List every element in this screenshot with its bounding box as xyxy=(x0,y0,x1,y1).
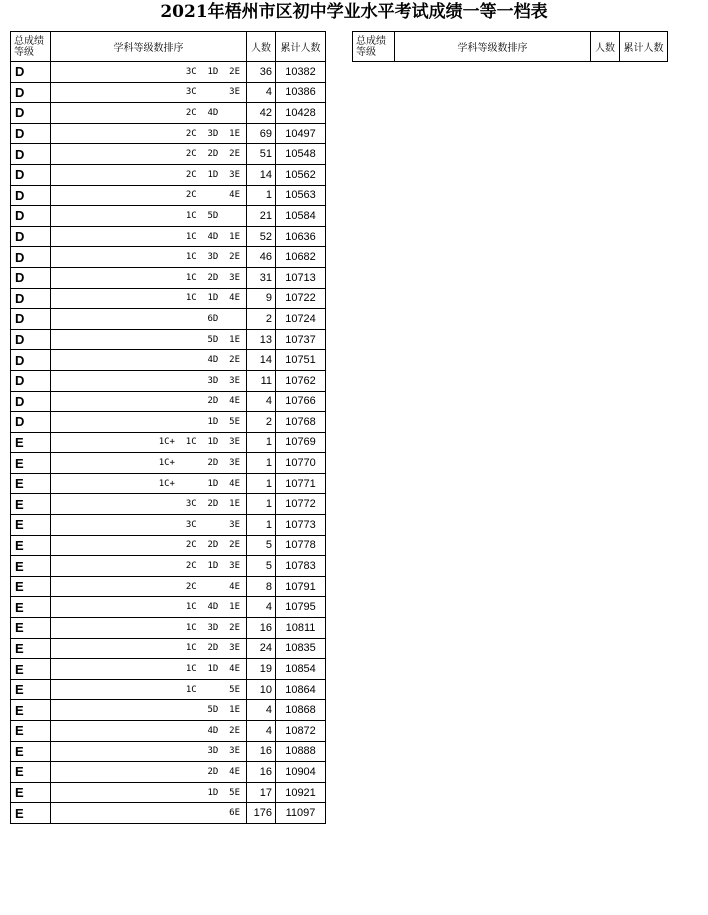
cumulative-cell: 10563 xyxy=(276,185,326,206)
subject-sequence-cell: 3C 3E xyxy=(51,515,247,536)
subject-sequence-cell: 2C 2D 2E xyxy=(51,535,247,556)
grade-cell: D xyxy=(11,185,51,206)
grade-cell: E xyxy=(11,535,51,556)
grade-cell: E xyxy=(11,556,51,577)
subject-sequence-cell: 1C 3D 2E xyxy=(51,618,247,639)
cumulative-cell: 10724 xyxy=(276,309,326,330)
grade-cell: E xyxy=(11,618,51,639)
grade-cell: D xyxy=(11,123,51,144)
subject-sequence-cell: 4D 2E xyxy=(51,721,247,742)
count-cell: 2 xyxy=(247,309,276,330)
count-cell: 1 xyxy=(247,494,276,515)
table-row xyxy=(11,618,326,639)
count-cell: 1 xyxy=(247,185,276,206)
table-row xyxy=(11,494,326,515)
count-cell: 51 xyxy=(247,144,276,165)
count-cell: 10 xyxy=(247,679,276,700)
count-cell: 16 xyxy=(247,618,276,639)
table-row xyxy=(11,741,326,762)
grade-table-left xyxy=(10,31,326,824)
subject-sequence-cell: 3D 3E xyxy=(51,741,247,762)
cumulative-cell: 10386 xyxy=(276,82,326,103)
cumulative-cell: 10770 xyxy=(276,453,326,474)
cumulative-cell: 10636 xyxy=(276,226,326,247)
header-subject-sequence: 学科等级数排序 xyxy=(395,32,591,62)
table-row xyxy=(11,803,326,824)
count-cell: 31 xyxy=(247,267,276,288)
grade-cell: E xyxy=(11,782,51,803)
cumulative-cell: 10791 xyxy=(276,576,326,597)
grade-cell: D xyxy=(11,370,51,391)
subject-sequence-cell: 3D 3E xyxy=(51,370,247,391)
cumulative-cell: 10904 xyxy=(276,762,326,783)
grade-table-right xyxy=(352,31,668,62)
count-cell: 11 xyxy=(247,370,276,391)
grade-cell: D xyxy=(11,288,51,309)
header-total-grade: 总成绩 等级 xyxy=(11,32,51,62)
grade-cell: D xyxy=(11,247,51,268)
header-count: 人数 xyxy=(591,32,620,62)
table-row xyxy=(11,103,326,124)
count-cell: 5 xyxy=(247,556,276,577)
grade-cell: D xyxy=(11,350,51,371)
count-cell: 19 xyxy=(247,659,276,680)
table-row xyxy=(11,185,326,206)
cumulative-cell: 10428 xyxy=(276,103,326,124)
table-row xyxy=(11,700,326,721)
subject-sequence-cell: 2C 4E xyxy=(51,185,247,206)
count-cell: 4 xyxy=(247,700,276,721)
table-row xyxy=(11,288,326,309)
cumulative-cell: 10722 xyxy=(276,288,326,309)
grade-cell: D xyxy=(11,412,51,433)
grade-cell: E xyxy=(11,700,51,721)
table-row xyxy=(11,576,326,597)
table-row xyxy=(11,515,326,536)
count-cell: 16 xyxy=(247,762,276,783)
subject-sequence-cell: 1C+ 2D 3E xyxy=(51,453,247,474)
cumulative-cell: 10773 xyxy=(276,515,326,536)
cumulative-cell: 10888 xyxy=(276,741,326,762)
table-row xyxy=(11,721,326,742)
subject-sequence-cell: 6D xyxy=(51,309,247,330)
count-cell: 24 xyxy=(247,638,276,659)
count-cell: 4 xyxy=(247,391,276,412)
grade-cell: D xyxy=(11,206,51,227)
count-cell: 14 xyxy=(247,350,276,371)
subject-sequence-cell: 2C 1D 3E xyxy=(51,164,247,185)
table-row xyxy=(11,226,326,247)
table-row xyxy=(11,679,326,700)
count-cell: 1 xyxy=(247,432,276,453)
cumulative-cell: 10864 xyxy=(276,679,326,700)
table-row xyxy=(11,391,326,412)
grade-cell: E xyxy=(11,473,51,494)
count-cell: 69 xyxy=(247,123,276,144)
subject-sequence-cell: 1C 2D 3E xyxy=(51,638,247,659)
grade-cell: E xyxy=(11,597,51,618)
cumulative-cell: 10772 xyxy=(276,494,326,515)
count-cell: 46 xyxy=(247,247,276,268)
grade-cell: E xyxy=(11,494,51,515)
table-row xyxy=(11,309,326,330)
header-cumulative: 累计人数 xyxy=(620,32,668,62)
table-row xyxy=(11,82,326,103)
subject-sequence-cell: 2D 4E xyxy=(51,762,247,783)
subject-sequence-cell: 1D 5E xyxy=(51,412,247,433)
grade-cell: D xyxy=(11,309,51,330)
cumulative-cell: 10562 xyxy=(276,164,326,185)
table-row xyxy=(11,597,326,618)
cumulative-cell: 10497 xyxy=(276,123,326,144)
count-cell: 21 xyxy=(247,206,276,227)
subject-sequence-cell: 3C 1D 2E xyxy=(51,62,247,83)
subject-sequence-cell: 1C 1D 4E xyxy=(51,288,247,309)
grade-cell: D xyxy=(11,103,51,124)
grade-cell: E xyxy=(11,638,51,659)
count-cell: 1 xyxy=(247,453,276,474)
table-row xyxy=(11,762,326,783)
grade-cell: E xyxy=(11,741,51,762)
grade-cell: D xyxy=(11,329,51,350)
table-row xyxy=(11,782,326,803)
count-cell: 8 xyxy=(247,576,276,597)
subject-sequence-cell: 1C 3D 2E xyxy=(51,247,247,268)
count-cell: 5 xyxy=(247,535,276,556)
cumulative-cell: 10771 xyxy=(276,473,326,494)
page-title: 2021年梧州市区初中学业水平考试成绩一等一档表 xyxy=(160,2,548,22)
count-cell: 9 xyxy=(247,288,276,309)
grade-cell: E xyxy=(11,576,51,597)
header-cumulative: 累计人数 xyxy=(276,32,326,62)
subject-sequence-cell: 2C 1D 3E xyxy=(51,556,247,577)
count-cell: 17 xyxy=(247,782,276,803)
subject-sequence-cell: 1C 1D 4E xyxy=(51,659,247,680)
table-header-row xyxy=(353,32,668,62)
cumulative-cell: 10778 xyxy=(276,535,326,556)
header-total-grade: 总成绩 等级 xyxy=(353,32,395,62)
subject-sequence-cell: 3C 3E xyxy=(51,82,247,103)
cumulative-cell: 10811 xyxy=(276,618,326,639)
subject-sequence-cell: 1C 5D xyxy=(51,206,247,227)
table-row xyxy=(11,164,326,185)
subject-sequence-cell: 2C 3D 1E xyxy=(51,123,247,144)
table-row xyxy=(11,473,326,494)
grade-cell: E xyxy=(11,453,51,474)
grade-cell: E xyxy=(11,432,51,453)
count-cell: 4 xyxy=(247,597,276,618)
grade-cell: D xyxy=(11,226,51,247)
count-cell: 13 xyxy=(247,329,276,350)
cumulative-cell: 10713 xyxy=(276,267,326,288)
cumulative-cell: 10768 xyxy=(276,412,326,433)
cumulative-cell: 10795 xyxy=(276,597,326,618)
subject-sequence-cell: 5D 1E xyxy=(51,329,247,350)
count-cell: 14 xyxy=(247,164,276,185)
table-row xyxy=(11,329,326,350)
count-cell: 36 xyxy=(247,62,276,83)
table-row xyxy=(11,247,326,268)
subject-sequence-cell: 2D 4E xyxy=(51,391,247,412)
table-row xyxy=(11,659,326,680)
count-cell: 1 xyxy=(247,473,276,494)
subject-sequence-cell: 2C 4E xyxy=(51,576,247,597)
table-row xyxy=(11,370,326,391)
subject-sequence-cell: 2C 4D xyxy=(51,103,247,124)
grade-cell: D xyxy=(11,164,51,185)
count-cell: 42 xyxy=(247,103,276,124)
table-row xyxy=(11,412,326,433)
subject-sequence-cell: 6E xyxy=(51,803,247,824)
cumulative-cell: 10737 xyxy=(276,329,326,350)
subject-sequence-cell: 2C 2D 2E xyxy=(51,144,247,165)
subject-sequence-cell: 1C 2D 3E xyxy=(51,267,247,288)
table-row xyxy=(11,144,326,165)
grade-cell: E xyxy=(11,515,51,536)
table-row xyxy=(11,432,326,453)
count-cell: 52 xyxy=(247,226,276,247)
grade-cell: E xyxy=(11,803,51,824)
cumulative-cell: 10854 xyxy=(276,659,326,680)
table-row xyxy=(11,62,326,83)
table-row xyxy=(11,638,326,659)
table-row xyxy=(11,206,326,227)
cumulative-cell: 10872 xyxy=(276,721,326,742)
cumulative-cell: 10835 xyxy=(276,638,326,659)
count-cell: 16 xyxy=(247,741,276,762)
table-row xyxy=(11,350,326,371)
grade-cell: E xyxy=(11,721,51,742)
table-row xyxy=(11,453,326,474)
subject-sequence-cell: 1C+ 1C 1D 3E xyxy=(51,432,247,453)
cumulative-cell: 10868 xyxy=(276,700,326,721)
cumulative-cell: 10682 xyxy=(276,247,326,268)
grade-cell: E xyxy=(11,679,51,700)
grade-cell: D xyxy=(11,391,51,412)
subject-sequence-cell: 4D 2E xyxy=(51,350,247,371)
header-subject-sequence: 学科等级数排序 xyxy=(51,32,247,62)
grade-cell: D xyxy=(11,267,51,288)
cumulative-cell: 10766 xyxy=(276,391,326,412)
cumulative-cell: 10751 xyxy=(276,350,326,371)
cumulative-cell: 11097 xyxy=(276,803,326,824)
grade-cell: E xyxy=(11,762,51,783)
cumulative-cell: 10921 xyxy=(276,782,326,803)
table-row xyxy=(11,267,326,288)
grade-cell: D xyxy=(11,62,51,83)
subject-sequence-cell: 1D 5E xyxy=(51,782,247,803)
count-cell: 4 xyxy=(247,721,276,742)
count-cell: 4 xyxy=(247,82,276,103)
cumulative-cell: 10769 xyxy=(276,432,326,453)
cumulative-cell: 10548 xyxy=(276,144,326,165)
grade-cell: D xyxy=(11,144,51,165)
subject-sequence-cell: 1C 5E xyxy=(51,679,247,700)
subject-sequence-cell: 3C 2D 1E xyxy=(51,494,247,515)
grade-cell: E xyxy=(11,659,51,680)
subject-sequence-cell: 1C+ 1D 4E xyxy=(51,473,247,494)
cumulative-cell: 10762 xyxy=(276,370,326,391)
grade-cell: D xyxy=(11,82,51,103)
count-cell: 1 xyxy=(247,515,276,536)
header-count: 人数 xyxy=(247,32,276,62)
count-cell: 176 xyxy=(247,803,276,824)
subject-sequence-cell: 1C 4D 1E xyxy=(51,226,247,247)
cumulative-cell: 10783 xyxy=(276,556,326,577)
cumulative-cell: 10382 xyxy=(276,62,326,83)
table-header-row xyxy=(11,32,326,62)
table-row xyxy=(11,556,326,577)
table-row xyxy=(11,535,326,556)
table-row xyxy=(11,123,326,144)
subject-sequence-cell: 5D 1E xyxy=(51,700,247,721)
cumulative-cell: 10584 xyxy=(276,206,326,227)
count-cell: 2 xyxy=(247,412,276,433)
subject-sequence-cell: 1C 4D 1E xyxy=(51,597,247,618)
